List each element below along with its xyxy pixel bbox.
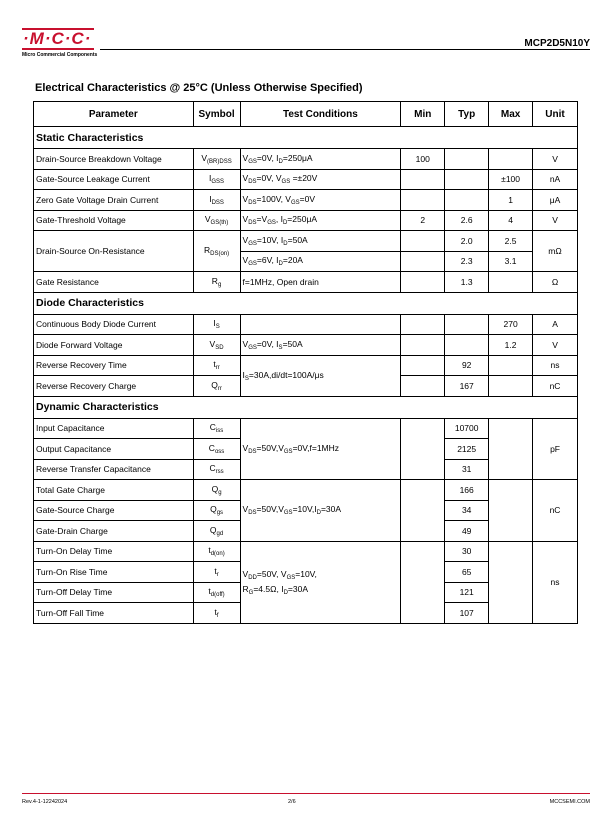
symbol-cell: $t_{d(off)}$ [193,582,240,603]
group-title: Static Characteristics [34,127,578,149]
logo-text: ·M·C·C· [22,28,94,50]
condition-cell: $V_{DS}=50V,V_{GS}=10V,I_D=30A$ [240,480,401,542]
param-cell: Gate-Threshold Voltage [34,210,194,231]
max-cell: 4 [489,210,533,231]
max-cell [489,355,533,376]
table-row [34,169,578,190]
unit-cell: nC [533,376,578,397]
table-row [34,541,578,562]
param-cell: Gate-Source Charge [34,500,194,521]
param-cell: Input Capacitance [34,418,194,439]
unit-cell: nC [533,480,578,542]
max-cell [489,418,533,480]
max-cell [489,480,533,542]
condition-cell: f=1MHz, Open drain [240,272,401,293]
header-divider [100,49,590,50]
table-row [34,355,578,376]
symbol-cell: $t_{rr}$ [193,355,240,376]
min-cell [401,169,445,190]
company-logo [22,28,98,58]
min-cell [401,190,445,211]
unit-cell: V [533,149,578,170]
param-cell: Turn-On Delay Time [34,541,194,562]
param-cell: Zero Gate Voltage Drain Current [34,190,194,211]
unit-cell: V [533,210,578,231]
min-cell [401,541,445,623]
column-header: Max [489,102,533,127]
group-row [34,127,578,149]
section-title: Electrical Characteristics @ 25°C (Unless Otherwise Specified) [35,82,363,94]
column-header: Symbol [193,102,240,127]
unit-cell: nA [533,169,578,190]
condition-cell: $V_{GS}=6V$, $I_D=20A$ [240,251,401,272]
symbol-cell: $I_S$ [193,314,240,335]
min-cell [401,480,445,542]
param-cell: Turn-Off Fall Time [34,603,194,624]
param-cell: Drain-Source On-Resistance [34,231,194,272]
param-cell: Diode Forward Voltage [34,335,194,356]
table-row [34,190,578,211]
typ-cell [445,335,489,356]
symbol-cell: $C_{oss}$ [193,439,240,460]
min-cell [401,418,445,480]
unit-cell: ns [533,355,578,376]
symbol-cell: $R_{DS(on)}$ [193,231,240,272]
param-cell: Total Gate Charge [34,480,194,501]
symbol-cell: $V_{GS(th)}$ [193,210,240,231]
part-number: MCP2D5N10Y [524,38,590,49]
typ-cell: 92 [445,355,489,376]
typ-cell [445,314,489,335]
typ-cell: 30 [445,541,489,562]
unit-cell: V [533,335,578,356]
typ-cell: 166 [445,480,489,501]
symbol-cell: $Q_{rr}$ [193,376,240,397]
max-cell [489,376,533,397]
logo-subtitle: Micro Commercial Components [22,52,98,58]
unit-cell: μA [533,190,578,211]
table-row [34,210,578,231]
table-row [34,314,578,335]
param-cell: Reverse Recovery Charge [34,376,194,397]
param-cell: Turn-On Rise Time [34,562,194,583]
condition-cell: $V_{GS}=0V$, $I_S=50A$ [240,335,401,356]
max-cell [489,272,533,293]
column-header: Min [401,102,445,127]
column-header: Typ [445,102,489,127]
table-row [34,418,578,439]
min-cell [401,355,445,376]
typ-cell: 65 [445,562,489,583]
max-cell: ±100 [489,169,533,190]
symbol-cell: $C_{iss}$ [193,418,240,439]
group-row [34,292,578,314]
symbol-cell: $V_{SD}$ [193,335,240,356]
max-cell [489,541,533,623]
param-cell: Gate-Drain Charge [34,521,194,542]
symbol-cell: $Q_g$ [193,480,240,501]
table-row [34,231,578,252]
page-number: 2/6 [288,799,296,805]
min-cell [401,335,445,356]
condition-cell: $V_{DS}=100V$, $V_{GS}=0V$ [240,190,401,211]
symbol-cell: $I_{GSS}$ [193,169,240,190]
max-cell: 270 [489,314,533,335]
condition-cell: $V_{GS}=0V$, $I_D=250\mu A$ [240,149,401,170]
website-link[interactable]: MCCSEMI.COM [549,799,590,805]
typ-cell [445,169,489,190]
column-header: Test Conditions [240,102,401,127]
param-cell: Continuous Body Diode Current [34,314,194,335]
condition-cell: $I_S=30A,di/dt=100A/\mu s$ [240,355,401,396]
footer-divider [22,793,590,794]
symbol-cell: $I_{DSS}$ [193,190,240,211]
group-title: Diode Characteristics [34,292,578,314]
param-cell: Reverse Transfer Capacitance [34,459,194,480]
table-row [34,335,578,356]
unit-cell: A [533,314,578,335]
typ-cell: 31 [445,459,489,480]
param-cell: Drain-Source Breakdown Voltage [34,149,194,170]
revision-label: Rev.4-1-12242024 [22,799,68,805]
typ-cell: 2.6 [445,210,489,231]
min-cell [401,251,445,272]
param-cell: Reverse Recovery Time [34,355,194,376]
typ-cell: 2.0 [445,231,489,252]
symbol-cell: $Q_{gd}$ [193,521,240,542]
condition-cell [240,314,401,335]
typ-cell: 49 [445,521,489,542]
column-header: Parameter [34,102,194,127]
param-cell: Gate-Source Leakage Current [34,169,194,190]
column-header: Unit [533,102,578,127]
param-cell: Turn-Off Delay Time [34,582,194,603]
min-cell [401,376,445,397]
max-cell [489,149,533,170]
typ-cell [445,190,489,211]
symbol-cell: $t_r$ [193,562,240,583]
group-title: Dynamic Characteristics [34,396,578,418]
min-cell [401,231,445,252]
param-cell: Output Capacitance [34,439,194,460]
condition-cell: $V_{DS}=50V,V_{GS}=0V,f=1MHz$ [240,418,401,480]
unit-cell: pF [533,418,578,480]
param-cell: Gate Resistance [34,272,194,293]
symbol-cell: $V_{(BR)DSS}$ [193,149,240,170]
min-cell [401,272,445,293]
typ-cell: 10700 [445,418,489,439]
typ-cell: 1.3 [445,272,489,293]
condition-cell: $V_{DS}=V_{GS}$, $I_D=250\mu A$ [240,210,401,231]
max-cell: 1 [489,190,533,211]
typ-cell [445,149,489,170]
unit-cell: Ω [533,272,578,293]
min-cell: 100 [401,149,445,170]
electrical-characteristics-table [33,101,578,624]
symbol-cell: $C_{rss}$ [193,459,240,480]
unit-cell: mΩ [533,231,578,272]
typ-cell: 107 [445,603,489,624]
typ-cell: 167 [445,376,489,397]
table-row [34,480,578,501]
table-row [34,149,578,170]
table-header-row [34,102,578,127]
condition-cell: $V_{GS}=10V$, $I_D=50A$ [240,231,401,252]
symbol-cell: $Q_{gs}$ [193,500,240,521]
typ-cell: 121 [445,582,489,603]
unit-cell: ns [533,541,578,623]
typ-cell: 34 [445,500,489,521]
symbol-cell: $t_f$ [193,603,240,624]
min-cell [401,314,445,335]
max-cell: 2.5 [489,231,533,252]
condition-cell: $V_{DS}=0V$, $V_{GS} =\pm 20V$ [240,169,401,190]
symbol-cell: $R_g$ [193,272,240,293]
condition-cell: $V_{DD}=50V$, $V_{GS}=10V$, $R_G=4.5\Omega$, $I_D=30A$ [240,541,401,623]
symbol-cell: $t_{d(on)}$ [193,541,240,562]
max-cell: 1.2 [489,335,533,356]
group-row [34,396,578,418]
min-cell: 2 [401,210,445,231]
max-cell: 3.1 [489,251,533,272]
table-row [34,272,578,293]
typ-cell: 2125 [445,439,489,460]
typ-cell: 2.3 [445,251,489,272]
